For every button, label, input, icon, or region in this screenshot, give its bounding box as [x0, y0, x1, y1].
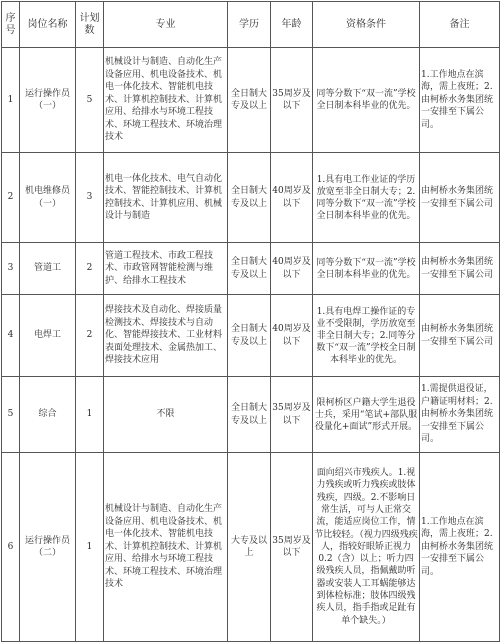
cell-remarks: 1.需提供退役证，户籍证明材料；2.由柯桥水务集团统一安排至下属公司。: [420, 377, 500, 453]
cell-position: 运行操作员（一）: [20, 48, 76, 153]
header-seq: 序号: [2, 2, 20, 48]
header-count: 计划数: [76, 2, 104, 48]
cell-age: 35周岁及以下: [271, 48, 313, 153]
cell-requirements: 1.具有电焊工操作证的专业不受限制，学历放宽至非全日制大专；2.同等分数下“双一流”学校全日制本科毕业的优先。: [313, 295, 420, 377]
cell-education: 全日制大专及以上: [228, 153, 271, 243]
cell-count: 5: [76, 48, 104, 153]
header-position: 岗位名称: [20, 2, 76, 48]
cell-requirements: 面向绍兴市残疾人。1.视力残疾或听力残疾或肢体残疾，四级。2.不影响日常生活，可与人正常交流，能适应岗位工作，情节比较轻。（视力四级残疾人，指较好眼矫正视力0.2（含）以上；听力四级残疾人员，指佩戴助听器或安装人工耳蜗能够达到体检标准；肢体四级残疾人员，指手指或足趾有单个缺失。）: [313, 453, 420, 642]
cell-education: 全日制大专及以上: [228, 377, 271, 453]
header-education: 学历: [228, 2, 271, 48]
cell-position: 电焊工: [20, 295, 76, 377]
header-remarks: 备注: [420, 2, 500, 48]
header-major: 专业: [104, 2, 228, 48]
cell-seq: 4: [2, 295, 20, 377]
cell-remarks: 1.工作地点在滨海，需上夜班；2.由柯桥水务集团统一安排至下属公司。: [420, 48, 500, 153]
cell-major: 焊接技术及自动化、焊接质量检测技术、焊接技术与自动化、智能焊接技术、工业材料表面处理技术、金属热加工、焊接技术应用: [104, 295, 228, 377]
cell-major: 不限: [104, 377, 228, 453]
table-row: [2, 295, 500, 377]
cell-position: 运行操作员（二）: [20, 453, 76, 642]
cell-major: 机电一体化技术、电气自动化技术、智能控制技术、计算机控制技术、计算机应用、机械设计与制造: [104, 153, 228, 243]
cell-age: 40周岁及以下: [271, 243, 313, 295]
table-row: [2, 48, 500, 153]
cell-remarks: 由柯桥水务集团统一安排至下属公司: [420, 243, 500, 295]
cell-requirements: 限柯桥区户籍大学生退役士兵，采用“笔试+部队服役量化+面试”形式开展。: [313, 377, 420, 453]
cell-remarks: 由柯桥水务集团统一安排至下属公司: [420, 295, 500, 377]
cell-position: 综合: [20, 377, 76, 453]
table-row: [2, 243, 500, 295]
cell-count: 2: [76, 243, 104, 295]
cell-count: 3: [76, 153, 104, 243]
cell-seq: 3: [2, 243, 20, 295]
cell-requirements: 1.具有电工作业证的学历放宽至非全日制大专；2.同等分数下“双一流”学校全日制本科毕业的优先。: [313, 153, 420, 243]
cell-education: 全日制大专及以上: [228, 48, 271, 153]
cell-position: 机电维修员（一）: [20, 153, 76, 243]
table-row: [2, 153, 500, 243]
cell-remarks: 1.工作地点在滨海，需上夜班；2.由柯桥水务集团统一安排至下属公司。: [420, 453, 500, 642]
cell-seq: 2: [2, 153, 20, 243]
header-requirements: 资格条件: [313, 2, 420, 48]
cell-age: 40周岁及以下: [271, 153, 313, 243]
cell-education: 全日制大专及以上: [228, 243, 271, 295]
table-row: [2, 453, 500, 642]
cell-major: 管道工程技术、市政工程技术、市政管网智能检测与维护、给排水工程技术: [104, 243, 228, 295]
table-row: [2, 377, 500, 453]
cell-education: 全日制大专及以上: [228, 295, 271, 377]
cell-requirements: 同等分数下“双一流”学校全日制本科毕业的优先。: [313, 243, 420, 295]
header-row: [2, 2, 500, 48]
cell-count: 1: [76, 377, 104, 453]
cell-age: 40周岁及以下: [271, 295, 313, 377]
cell-count: 1: [76, 453, 104, 642]
cell-major: 机械设计与制造、自动化生产设备应用、机电设备技术、机电一体化技术、智能机电技术、计算机控制技术、计算机应用、给排水与环境工程技术、环境工程技术、环境治理技术: [104, 453, 228, 642]
cell-remarks: 由柯桥水务集团统一安排至下属公司: [420, 153, 500, 243]
cell-age: 35周岁及以下: [271, 453, 313, 642]
cell-education: 大专及以上: [228, 453, 271, 642]
header-age: 年龄: [271, 2, 313, 48]
cell-seq: 6: [2, 453, 20, 642]
job-positions-table: [1, 1, 500, 642]
cell-seq: 1: [2, 48, 20, 153]
cell-position: 管道工: [20, 243, 76, 295]
cell-seq: 5: [2, 377, 20, 453]
cell-requirements: 同等分数下“双一流”学校全日制本科毕业的优先。: [313, 48, 420, 153]
cell-major: 机械设计与制造、自动化生产设备应用、机电设备技术、机电一体化技术、智能机电技术、计算机控制技术、计算机应用、给排水与环境工程技术、环境工程技术、环境治理技术: [104, 48, 228, 153]
cell-age: 35周岁及以下: [271, 377, 313, 453]
cell-count: 2: [76, 295, 104, 377]
